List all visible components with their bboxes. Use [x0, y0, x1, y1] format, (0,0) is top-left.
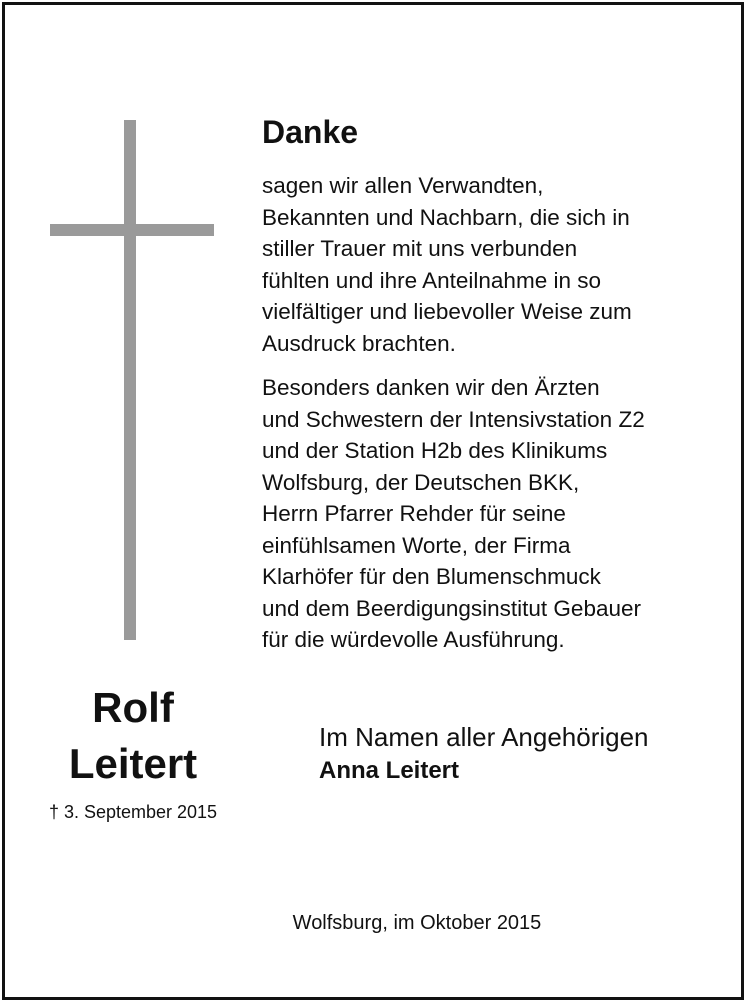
place-date: Wolfsburg, im Oktober 2015: [292, 912, 542, 934]
thanks-paragraph-1: sagen wir allen Verwandten, Bekannten und Nachbarn, die sich in stiller Trauer mit uns verbunden fühlten und ihre Anteilnahme in so vielfältiger und liebevoller Weise zum Ausdruck brachten.: [262, 173, 632, 356]
signature-line: Im Namen aller Angehörigen: [319, 722, 649, 752]
thanks-paragraph-2: Besonders danken wir den Ärzten und Schwestern der Intensivstation Z2 und der Station H2b des Klinikums Wolfsburg, der Deutschen BKK, Herrn Pfarrer Rehder für seine einfühlsamen Worte, der Firma Klarhöfer für den Blumenschmuck und dem Beerdigungsinstitut Gebauer für die würdevolle Ausführung.: [262, 375, 645, 652]
deceased-first-name: Rolf: [92, 684, 174, 731]
cross-horizontal-bar: [50, 224, 214, 236]
death-date: † 3. September 2015: [48, 802, 218, 822]
deceased-last-name: Leitert: [68, 740, 198, 787]
notice-title: Danke: [262, 114, 359, 150]
signature-name: Anna Leitert: [319, 757, 460, 784]
cross-vertical-bar: [124, 120, 136, 640]
